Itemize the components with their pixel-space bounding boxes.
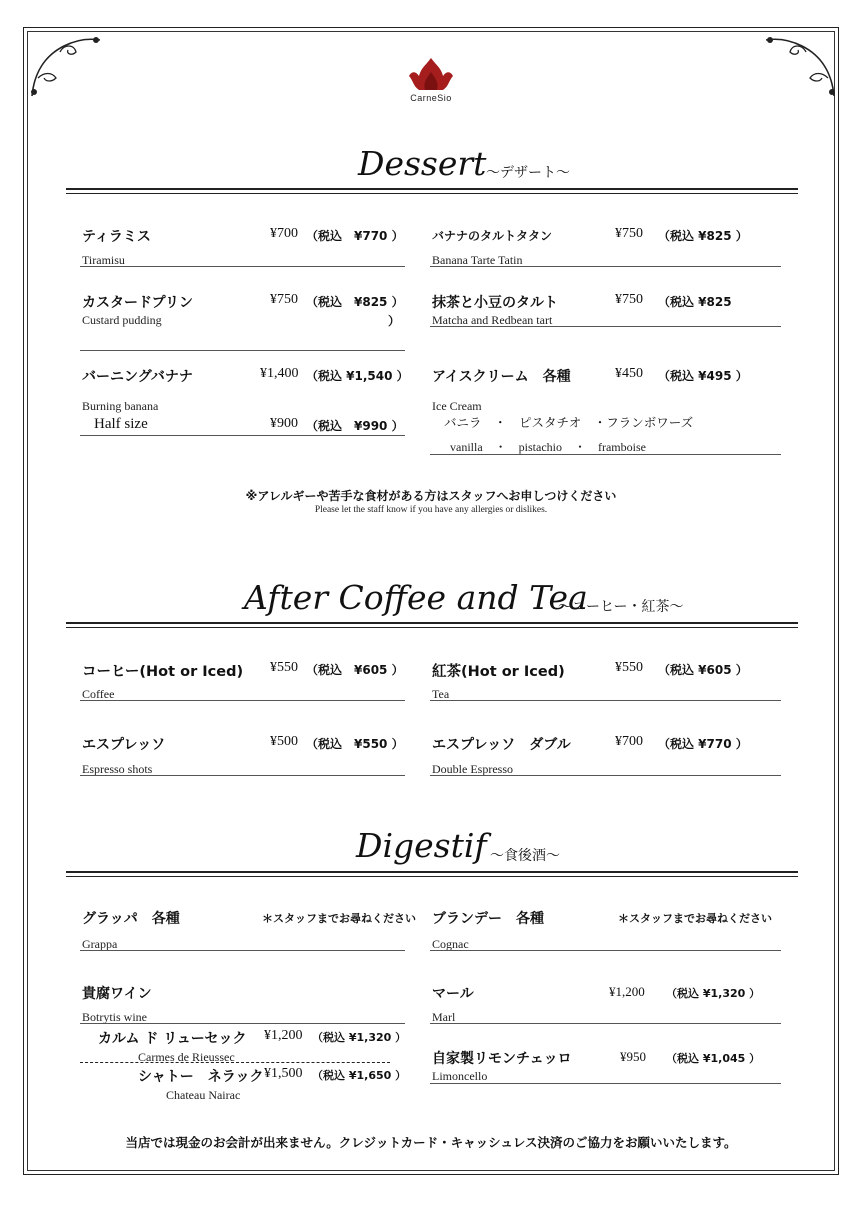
digestif-subtitle: ～食後酒～ — [490, 849, 560, 864]
nairac-price: ¥1,500 — [264, 1066, 303, 1081]
limoncello-price: ¥950 — [620, 1049, 646, 1064]
dessert-subtitle: ～デザート～ — [486, 166, 570, 181]
coffee-rule-thin — [66, 627, 798, 628]
icecream-flavors-jp: バニラ ・ ピスタチオ ・フランボワーズ — [444, 415, 694, 430]
icecream-price: ¥450 — [615, 366, 643, 381]
marl-price: ¥1,200 — [609, 984, 645, 999]
burning-en: Burning banana — [82, 399, 159, 413]
logo-text: CarneSio — [410, 93, 452, 103]
double-espresso-tax: （税込 ¥770 ） — [658, 737, 748, 751]
carmes-tax: （税込 ¥1,320 ） — [312, 1031, 407, 1044]
icecream-en: Ice Cream — [432, 399, 482, 413]
ornament-top-left-icon — [30, 34, 102, 98]
nairac-tax: （税込 ¥1,650 ） — [312, 1069, 407, 1082]
tiramisu-underline — [80, 266, 405, 267]
tea-en: Tea — [432, 687, 450, 701]
limoncello-en: Limoncello — [432, 1069, 488, 1083]
brandy-underline — [430, 950, 781, 951]
espresso-en: Espresso shots — [82, 762, 153, 776]
espresso-name: エスプレッソ — [82, 737, 166, 753]
burning-half-tax: （税込 ¥990 ） — [306, 419, 404, 433]
icecream-tax: （税込 ¥495 ） — [658, 369, 748, 383]
banana-tart-tax: （税込 ¥825 ） — [658, 229, 748, 243]
coffee-tax: （税込 ¥605 ） — [306, 663, 404, 677]
icecream-underline — [430, 454, 781, 455]
banana-tart-name: バナナのタルトタタン — [432, 229, 553, 243]
espresso-price: ¥500 — [270, 734, 298, 749]
tea-price: ¥550 — [615, 660, 643, 675]
digestif-title: Digestif — [356, 826, 487, 865]
marl-underline — [430, 1023, 781, 1024]
botrytis-underline — [80, 1023, 405, 1024]
custard-name: カスタードプリン — [82, 295, 194, 311]
carmes-en: Carmes de Rieussec — [138, 1050, 235, 1064]
dessert-rule — [66, 188, 798, 190]
brandy-en: Cognac — [432, 937, 469, 951]
marl-name: マール — [432, 986, 474, 1002]
grappa-en: Grappa — [82, 937, 118, 951]
banana-tart-underline — [430, 266, 781, 267]
espresso-tax: （税込 ¥550 ） — [306, 737, 404, 751]
allergy-note-jp: ※アレルギーや苦手な食材がある方はスタッフへお申しつけください — [245, 489, 617, 503]
botrytis-name: 貴腐ワイン — [82, 986, 152, 1002]
coffee-en: Coffee — [82, 687, 115, 701]
double-espresso-name: エスプレッソ ダブル — [432, 737, 571, 753]
custard-tax: （税込 ¥825 ） — [306, 295, 404, 309]
espresso-underline — [80, 775, 405, 776]
limoncello-underline — [430, 1083, 781, 1084]
tiramisu-price: ¥700 — [270, 226, 298, 241]
coffee-underline — [80, 700, 405, 701]
nairac-en: Chateau Nairac — [166, 1088, 241, 1102]
grappa-name: グラッパ 各種 — [82, 911, 180, 927]
icecream-name: アイスクリーム 各種 — [432, 369, 571, 385]
custard-close: ） — [388, 314, 401, 328]
ornament-top-right-icon — [764, 34, 836, 98]
tea-underline — [430, 700, 781, 701]
banana-tart-en: Banana Tarte Tatin — [432, 253, 523, 267]
double-espresso-price: ¥700 — [615, 734, 643, 749]
tea-name: 紅茶(Hot or Iced) — [432, 664, 565, 680]
custard-underline — [80, 350, 405, 351]
matcha-underline — [430, 326, 781, 327]
double-espresso-en: Double Espresso — [432, 762, 513, 776]
coffee-price: ¥550 — [270, 660, 298, 675]
matcha-en: Matcha and Redbean tart — [432, 313, 553, 327]
matcha-price: ¥750 — [615, 292, 643, 307]
banana-tart-price: ¥750 — [615, 226, 643, 241]
dessert-title: Dessert — [358, 144, 487, 183]
double-espresso-underline — [430, 775, 781, 776]
flame-logo-icon — [385, 56, 477, 92]
marl-en: Marl — [432, 1010, 456, 1024]
burning-price: ¥1,400 — [260, 366, 299, 381]
carmes-dashed-line — [80, 1062, 390, 1063]
tiramisu-en: Tiramisu — [82, 253, 125, 267]
matcha-name: 抹茶と小豆のタルト — [432, 295, 558, 311]
allergy-note-en: Please let the staff know if you have any allergies or dislikes. — [314, 505, 548, 515]
restaurant-logo — [385, 56, 477, 106]
coffee-name: コーヒー(Hot or Iced) — [82, 664, 244, 680]
cashless-notice: 当店では現金のお会計が出来ません。クレジットカード・キャッシュレス決済のご協力をお願いいたします。 — [125, 1135, 737, 1150]
nairac-name: シャトー ネラック — [138, 1069, 264, 1085]
burning-name: バーニングバナナ — [82, 369, 193, 385]
coffee-title: After Coffee and Tea — [244, 578, 588, 617]
grappa-note: ＊スタッフまでお尋ねください — [262, 912, 416, 925]
burning-half-price: ¥900 — [270, 416, 298, 431]
marl-tax: （税込 ¥1,320 ） — [666, 987, 761, 1000]
custard-price: ¥750 — [270, 292, 298, 307]
grappa-underline — [80, 950, 405, 951]
matcha-tax: （税込 ¥825 — [658, 295, 732, 309]
limoncello-tax: （税込 ¥1,045 ） — [666, 1052, 761, 1065]
coffee-rule — [66, 622, 798, 624]
carmes-name: カルム ド リューセック — [98, 1031, 247, 1047]
digestif-rule — [66, 871, 798, 873]
dessert-rule-thin — [66, 193, 798, 194]
botrytis-en: Botrytis wine — [82, 1010, 147, 1024]
tiramisu-name: ティラミス — [82, 229, 151, 245]
digestif-rule-thin — [66, 876, 798, 877]
tiramisu-tax: （税込 ¥770 ） — [306, 229, 404, 243]
icecream-flavors-en: vanilla ・ pistachio ・ framboise — [450, 440, 646, 454]
brandy-note: ＊スタッフまでお尋ねください — [618, 912, 772, 925]
custard-en: Custard pudding — [82, 313, 162, 327]
limoncello-name: 自家製リモンチェッロ — [432, 1051, 572, 1067]
burning-half-label: Half size — [94, 416, 148, 432]
brandy-name: ブランデー 各種 — [432, 911, 544, 927]
carmes-price: ¥1,200 — [264, 1028, 303, 1043]
burning-tax: （税込 ¥1,540 ） — [306, 369, 409, 383]
burning-underline — [80, 435, 405, 436]
coffee-subtitle: ～コーヒー・紅茶～ — [558, 600, 684, 615]
tea-tax: （税込 ¥605 ） — [658, 663, 748, 677]
